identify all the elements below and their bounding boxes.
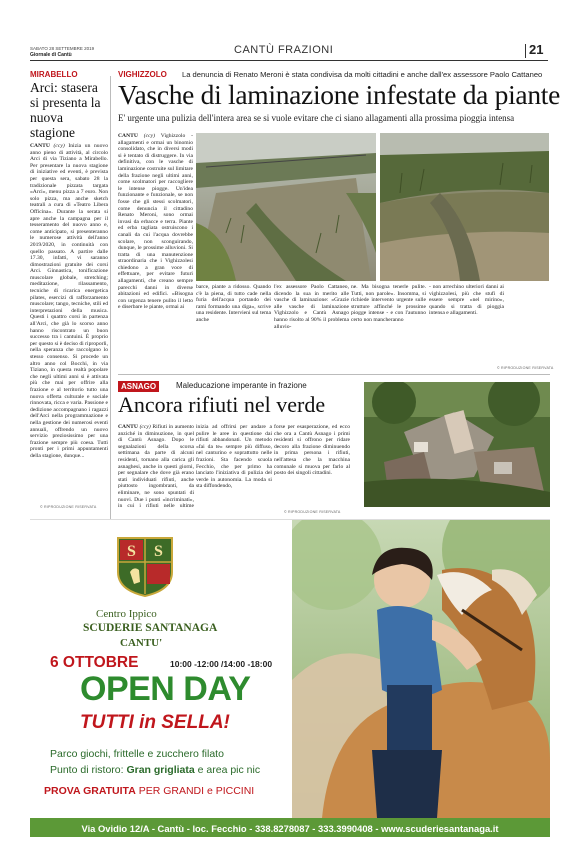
header-date: SABATO 28 SETTEMBRE 2019 bbox=[30, 46, 95, 51]
mirabello-dateline: CANTÙ bbox=[30, 143, 50, 149]
ad-event-date: 6 OTTOBRE bbox=[50, 654, 139, 671]
asnago-subtitle: Maleducazione imperante in frazione bbox=[176, 381, 307, 390]
ad-line-activities: Parco giochi, frittelle e zucchero filato bbox=[50, 748, 224, 760]
vighizzolo-column-4: ne. Ma bisogna tenerle pulite. Tutti, non parole». Insomma, si richiede intervento urgente sulle strutture affinché le prossime piogge intense - e con l'autunno certo non mancheranno bbox=[351, 284, 426, 323]
ad-line2-pre: Punto di ristoro: bbox=[50, 764, 124, 776]
header-rule bbox=[30, 60, 548, 61]
basin-photo-left bbox=[196, 133, 376, 281]
ad-line3-post: PER GRANDI e PICCINI bbox=[138, 785, 255, 797]
mirabello-kicker: MIRABELLO bbox=[30, 70, 78, 79]
ad-business-name: SCUDERIE SANTANAGA bbox=[83, 622, 218, 634]
vighizzolo-text-1: Vighizzolo - allagamenti e ormai un binomio consolidato, che in diversi modi si è tentato di distruggere. In via definitiva, con le vasche di laminazione costruite sul limitare della frazione negli ultimi anni, come scolmatori per raccogliere le intense piogge. Un'idea funzionante e funzionale, se non fosse che gli stessi scolmatori, come denuncia il cittadino Renato Meroni, sono ormai invasi da erbacce e terra. Piante ed erba tagliata ostruiscono i canali da cui l'acqua dovrebbe scolare, non sconguirando, dunque, le prossime alluvioni. Si tratta di una manutenzione straordinaria che i Vighizzolesi chiedono a gran voce di effettuare, per evitare futuri allagamenti, che creano sempre parecchi danni in diverse abitazioni ed edifici. «Bisogna con urgenza tenere pulito il letto e diserbare le piante, ormai ai bbox=[118, 133, 193, 311]
vighizzolo-author-tag: (ccy) bbox=[143, 133, 155, 139]
vighizzolo-column-1 bbox=[118, 133, 193, 369]
basin-photo-right bbox=[380, 133, 549, 281]
ad-town: CANTU' bbox=[120, 637, 163, 649]
vighizzolo-credit: © RIPRODUZIONE RISERVATA bbox=[497, 366, 554, 370]
ad-contact-info[interactable]: Via Ovidio 12/A - Cantù - loc. Fecchio - 338.8278087 - 333.3990408 - www.scuderiesantanaga.it bbox=[81, 823, 499, 834]
vighizzolo-title: Vasche di laminazione infestate da piante bbox=[118, 79, 561, 110]
mirabello-credit: © RIPRODUZIONE RISERVATA bbox=[40, 505, 97, 509]
section-divider bbox=[118, 374, 550, 375]
vighizzolo-column-5: - non arrechino ulteriori danni ai vighizzolesi, più che stufi di essere sempre «nel mirino», quando si tratta di pioggia intensa e allagamenti. bbox=[429, 284, 504, 317]
vighizzolo-lead: E' urgente una pulizia dell'intera area se si vuole evitare che ci siano allagamenti alla prossima pioggia intensa bbox=[118, 113, 515, 123]
vighizzolo-column-2: barce, piante a ridosso. Quando c'è la piena, di tutto cade nella furia dell'acqua portando dei rami formando una diga», scrive una residente. Intervieni sul tema anche bbox=[196, 284, 271, 323]
ad-line3-bold: PROVA GRATUITA bbox=[44, 785, 136, 797]
crest-letter-s-right: S bbox=[154, 543, 163, 560]
mirabello-body bbox=[30, 143, 108, 501]
vighizzolo-dateline: CANTÙ bbox=[118, 133, 138, 139]
asnago-column-2: inizia ad offrirsi per andare a pulire le aree in questione dai rifiuti abbandonati. Un metodo «fai da te» sempre più diffuso, nel canturino e soprattutto nelle frazioni. Sta facendo scuola Fecchio, che per primo ha lanciato l'iniziativa di pulizia del verde in autonomia. La moda si sta diffondendo, bbox=[196, 424, 272, 490]
ad-line2-bold: Gran grigliata bbox=[126, 764, 195, 776]
asnago-column-3: forse per esasperazione, ed ecco che ora a Cantù Asnago i primi residenti si offrono per ridare decoro alla frazione diminuendo in prima persona i rifiuti, nell'attesa che la macchina comunale si muova per farlo al posto dei singoli cittadini. bbox=[274, 424, 350, 477]
ad-centro-ippico: Centro Ippico bbox=[96, 608, 157, 620]
mirabello-text: Inizia un nuovo anno pieno di attività, al circolo Arci di via Tiziano a Mirabello. Per presentare la nuova stagione di iniziative ed eventi, è prevista per questa sera, sabato 28 la tradizionale pizzata targata «Arci», menu pizza a 7 euro. Non solo pizza, ma anche sketch teatrali a cura di «Teatro Libera Officina». Durante la serata si apre anche la campagna per il tesseramento del nuovo anno e, come anticipato, si presenteranno le numerose attività dell'anno 2019/2020, in continuità con quello passato. A partire dalle 17.30, infatti, vi saranno dimostrazioni gratuite dei corsi Arci. Ginnastica, tonificazione muscolare globale, stretching; meditazione, rilassamento, tecniche di ricarica energetica pilates, esercizi di rafforzamento muscolare; tango, tecniche, stili ed interpretazioni della musica. Questi i quattro corsi in partenza all'Arci, che già lo scorso anno hanno riscontrato un buon successo tra i cantuini. È proprio per questo si è deciso di riproporli, nella speranza che raccolgano lo stesso consenso. Si procede un altro anno col Bocchi, in via Tiziano, in questa realtà popolare che negli ultimi anni si è attivata più che mai per offrire alla frazione e al territorio tutto una nuova offerta culturale e sociale rinnovata, ricca e varia. Passione e dedizione accompagnano i ragazzi dell'Arci nella programmazione e nella gestione dei numerosi eventi annuali, offrendo un nuovo servizio preziosissimo per una frazione sempre più coesa. Tutti pronti per i primi appuntamenti della stagione, dunque... bbox=[30, 143, 108, 459]
scuderie-crest-logo bbox=[112, 532, 178, 598]
vighizzolo-subtitle: La denuncia di Renato Meroni è stata condivisa da molti cittadini e anche dall'ex assessore Paolo Cattaneo bbox=[182, 70, 543, 79]
asnago-title: Ancora rifiuti nel verde bbox=[118, 392, 326, 417]
ad-event-hours: 10:00 -12:00 /14:00 -18:00 bbox=[170, 659, 273, 669]
scuderie-ad[interactable] bbox=[30, 519, 550, 837]
header-paper-name: Giornale di Cantù bbox=[30, 52, 72, 58]
asnago-dateline: CANTÙ bbox=[118, 424, 138, 430]
asnago-text-1: Rifiuti in aumento anziché in diminuzione, in quel di Cantù Asnago. Dopo le segnalazioni della scorsa settimana da parte di alcuni residenti, tornano alla carica gli asnaghesi, anche in questi giorni, per segnalare che dove già erano stati individuati rifiuti, anche piuttosto ingombranti, da eliminare, ne sono spuntati di nuovi. Due i punti «incriminati», in cui i rifiuti nelle ultime bbox=[118, 424, 194, 508]
header-divider bbox=[525, 44, 526, 58]
ad-tutti-in-sella: TUTTI in SELLA! bbox=[80, 712, 230, 733]
asnago-author-tag: (ccy) bbox=[139, 424, 151, 430]
mirabello-title: Arci: stasera si presenta la nuova stagione bbox=[30, 80, 101, 140]
ad-open-day: OPEN DAY bbox=[80, 670, 251, 708]
girl-with-pony-photo bbox=[292, 520, 550, 818]
ad-contact-bar[interactable] bbox=[30, 818, 550, 837]
vighizzolo-kicker: VIGHIZZOLO bbox=[118, 70, 167, 79]
vighizzolo-column-3: l'ex assessore Paolo Cattaneo, dicendo la sua in merito alle vasche di laminazione: «Grazie alle vasche di laminazione Vighizzolo e Cantù Asnago hanno risolto al 90% il problema alluvio- bbox=[274, 284, 349, 330]
mirabello-author-tag: (ccy) bbox=[53, 143, 65, 149]
ad-line-free-trial bbox=[44, 785, 254, 797]
waste-photo bbox=[364, 382, 550, 507]
ad-line2-post: e area pic nic bbox=[197, 764, 261, 776]
crest-letter-s-left: S bbox=[127, 543, 136, 560]
asnago-credit: © RIPRODUZIONE RISERVATA bbox=[284, 510, 341, 514]
asnago-kicker: ASNAGO bbox=[118, 381, 159, 392]
header-section: CANTÙ FRAZIONI bbox=[234, 44, 334, 56]
ad-line-refreshment bbox=[50, 764, 260, 776]
column-divider bbox=[110, 76, 111, 576]
page-number: 21 bbox=[529, 42, 544, 57]
asnago-column-1 bbox=[118, 424, 194, 508]
